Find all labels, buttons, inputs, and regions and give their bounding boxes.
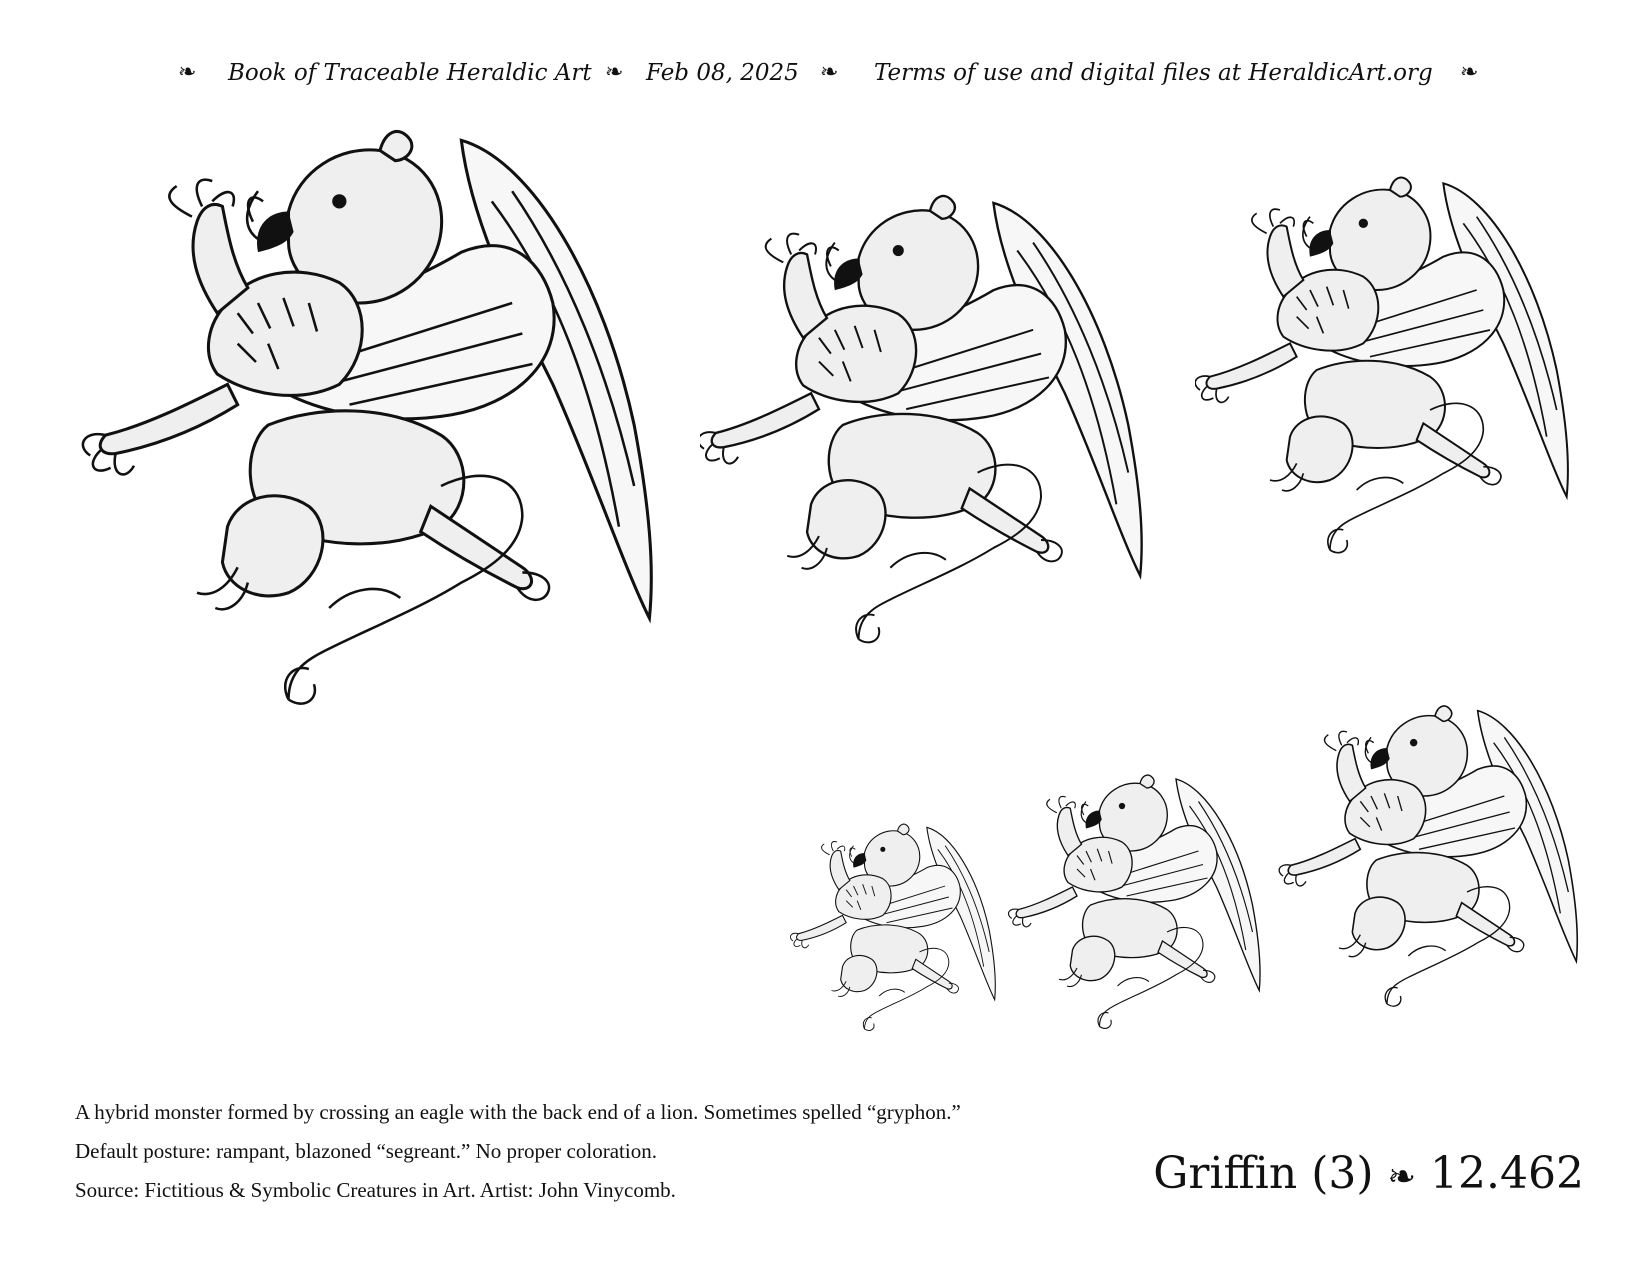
griffin-segreant-small-2 [1275, 700, 1595, 1020]
header-date: Feb 08, 2025 [646, 60, 799, 86]
fleuron-icon: ❧ [1460, 60, 1479, 85]
plate-number: 12.462 [1430, 1148, 1584, 1199]
fleuron-icon: ❧ [1387, 1157, 1417, 1197]
fleuron-icon: ❧ [820, 60, 839, 85]
plate-title [1153, 1148, 1584, 1199]
griffin-segreant-medium [700, 180, 1160, 670]
fleuron-icon: ❧ [178, 60, 197, 85]
description-line-3: Source: Fictitious & Symbolic Creatures in Art. Artist: John Vinycomb. [75, 1178, 676, 1202]
page-header [0, 56, 1650, 96]
description-line-1: A hybrid monster formed by crossing an eagle with the back end of a lion. Sometimes spelled “gryphon.” [75, 1100, 961, 1124]
griffin-segreant-xsmall [790, 820, 1005, 1040]
griffin-segreant-large [80, 120, 680, 730]
griffin-segreant-xxsmall [1005, 770, 1275, 1040]
plate-name: Griffin (3) [1153, 1148, 1374, 1199]
fleuron-icon: ❧ [605, 60, 624, 85]
terms-text: Terms of use and digital files at HeraldicArt.org [874, 60, 1433, 86]
griffin-segreant-small [1195, 170, 1585, 570]
book-title: Book of Traceable Heraldic Art [228, 60, 592, 86]
description-line-2: Default posture: rampant, blazoned “segreant.” No proper coloration. [75, 1139, 657, 1163]
